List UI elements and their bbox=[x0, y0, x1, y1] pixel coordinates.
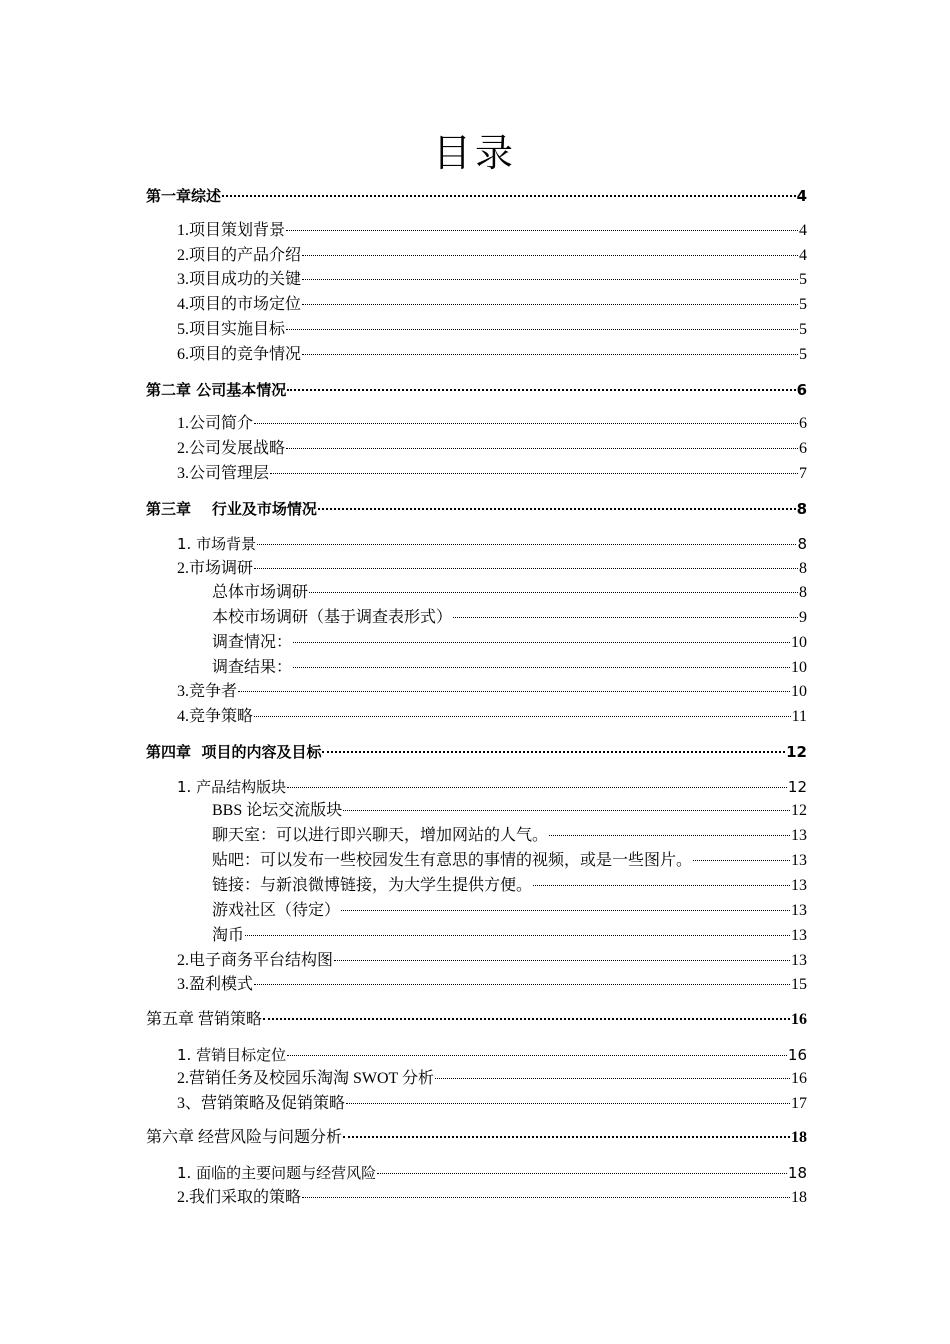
toc-subentry[interactable] bbox=[212, 631, 807, 655]
toc-entry[interactable] bbox=[177, 244, 807, 268]
toc-entry[interactable] bbox=[177, 557, 807, 581]
toc-page-number: 17 bbox=[791, 1095, 807, 1112]
toc-entry-text: 聊天室：可以进行即兴聊天，增加网站的人气。 bbox=[212, 827, 549, 844]
toc-entry-text: 链接：与新浪微博链接，为大学生提供方便。 bbox=[212, 877, 533, 894]
toc-entry[interactable] bbox=[177, 1186, 807, 1210]
dot-leader bbox=[453, 616, 798, 618]
toc-page-number: 4 bbox=[796, 187, 807, 205]
toc-page-number: 5 bbox=[799, 346, 807, 363]
toc-entry[interactable] bbox=[177, 462, 807, 486]
dot-leader bbox=[257, 543, 796, 545]
toc-page-number: 7 bbox=[799, 465, 807, 482]
toc-entry[interactable] bbox=[177, 318, 807, 342]
dot-leader bbox=[693, 859, 790, 861]
dot-leader bbox=[435, 1077, 790, 1079]
toc-entry-text: 3.公司管理层 bbox=[177, 465, 270, 482]
toc-page-number: 4 bbox=[799, 247, 807, 264]
dot-leader bbox=[549, 834, 790, 836]
toc-page-number: 5 bbox=[799, 321, 807, 338]
toc-subentry[interactable] bbox=[212, 924, 807, 948]
toc-entry-text: 4.项目的市场定位 bbox=[177, 296, 302, 313]
toc-entry[interactable] bbox=[177, 437, 807, 461]
toc-entry-text: 1.公司简介 bbox=[177, 415, 254, 432]
toc-entry-text: 2.公司发展战略 bbox=[177, 440, 286, 457]
dot-leader bbox=[286, 447, 798, 449]
dot-leader bbox=[293, 666, 790, 668]
dot-leader bbox=[309, 591, 798, 593]
toc-entry-text: 第四章 项目的内容及目标 bbox=[146, 743, 322, 761]
toc-page-number: 12 bbox=[791, 802, 807, 819]
toc-entry-text: 1. 产品结构版块 bbox=[177, 778, 287, 796]
toc-entry[interactable] bbox=[177, 268, 807, 292]
toc-page-number: 9 bbox=[799, 609, 807, 626]
toc-entry-text: BBS 论坛交流版块 bbox=[212, 802, 343, 819]
toc-chapter-2[interactable] bbox=[146, 378, 807, 402]
toc-chapter-6[interactable] bbox=[146, 1126, 807, 1150]
dot-leader bbox=[254, 567, 798, 569]
toc-entry[interactable] bbox=[177, 1067, 807, 1091]
toc-subentry[interactable] bbox=[212, 899, 807, 923]
toc-entry[interactable] bbox=[177, 343, 807, 367]
toc-page-number: 16 bbox=[791, 1070, 807, 1087]
toc-page-number: 11 bbox=[791, 708, 807, 725]
dot-leader bbox=[286, 229, 798, 231]
toc-entry-text: 第二章 公司基本情况 bbox=[146, 381, 287, 399]
toc-subentry[interactable] bbox=[212, 799, 807, 823]
toc-page-number: 8 bbox=[797, 535, 807, 553]
dot-leader bbox=[293, 641, 790, 643]
toc-page-number: 8 bbox=[796, 500, 807, 518]
toc-subentry[interactable] bbox=[212, 874, 807, 898]
toc-page-number: 4 bbox=[799, 222, 807, 239]
toc-entry-text: 3.盈利模式 bbox=[177, 976, 254, 993]
toc-page-number: 8 bbox=[799, 560, 807, 577]
toc-subentry[interactable] bbox=[212, 581, 807, 605]
toc-page-number: 10 bbox=[791, 634, 807, 651]
toc-page-number: 13 bbox=[791, 927, 807, 944]
toc-entry-text: 2.我们采取的策略 bbox=[177, 1189, 302, 1206]
toc-entry[interactable] bbox=[177, 1043, 807, 1067]
toc-entry-text: 第一章综述 bbox=[146, 187, 222, 205]
toc-entry[interactable] bbox=[177, 219, 807, 243]
toc-page-number: 15 bbox=[791, 976, 807, 993]
toc-page-number: 5 bbox=[799, 271, 807, 288]
dot-leader bbox=[322, 750, 785, 753]
toc-page-number: 12 bbox=[786, 743, 807, 761]
dot-leader bbox=[287, 1054, 787, 1056]
toc-page-number: 18 bbox=[791, 1129, 807, 1146]
toc-entry[interactable] bbox=[177, 775, 807, 799]
toc-entry-text: 本校市场调研（基于调查表形式） bbox=[212, 609, 453, 626]
toc-subentry[interactable] bbox=[212, 849, 807, 873]
toc-subentry[interactable] bbox=[212, 606, 807, 630]
toc-entry-text: 第六章 经营风险与问题分析 bbox=[146, 1129, 343, 1146]
toc-entry-text: 5.项目实施目标 bbox=[177, 321, 286, 338]
toc-page-number: 5 bbox=[799, 296, 807, 313]
toc-chapter-1[interactable] bbox=[146, 184, 807, 208]
dot-leader bbox=[254, 715, 791, 717]
dot-leader bbox=[318, 507, 796, 510]
toc-page-number: 6 bbox=[799, 415, 807, 432]
toc-page-number: 13 bbox=[791, 952, 807, 969]
toc-page-number: 18 bbox=[791, 1189, 807, 1206]
dot-leader bbox=[343, 1135, 790, 1138]
toc-entry-text: 1. 面临的主要问题与经营风险 bbox=[177, 1164, 377, 1182]
toc-entry-text: 1. 营销目标定位 bbox=[177, 1046, 287, 1064]
toc-entry-text: 第三章 行业及市场情况 bbox=[146, 500, 317, 518]
dot-leader bbox=[302, 254, 798, 256]
toc-page-number: 10 bbox=[791, 683, 807, 700]
toc-entry-text: 2.市场调研 bbox=[177, 560, 254, 577]
toc-entry[interactable] bbox=[177, 293, 807, 317]
toc-entry-text: 2.营销任务及校园乐淘淘 SWOT 分析 bbox=[177, 1070, 435, 1087]
dot-leader bbox=[343, 809, 790, 811]
dot-leader bbox=[334, 959, 790, 961]
dot-leader bbox=[286, 328, 798, 330]
dot-leader bbox=[238, 690, 790, 692]
dot-leader bbox=[287, 388, 795, 391]
toc-entry-text: 调查结果： bbox=[212, 659, 293, 676]
toc-entry-text: 贴吧：可以发布一些校园发生有意思的事情的视频，或是一些图片。 bbox=[212, 852, 693, 869]
dot-leader bbox=[341, 909, 790, 911]
toc-entry[interactable] bbox=[177, 412, 807, 436]
toc-entry-text: 2.电子商务平台结构图 bbox=[177, 952, 334, 969]
toc-entry-text: 总体市场调研 bbox=[212, 584, 309, 601]
toc-entry-text: 淘币 bbox=[212, 927, 245, 944]
toc-page-number: 13 bbox=[791, 902, 807, 919]
toc-entry-text: 3.竞争者 bbox=[177, 683, 238, 700]
dot-leader bbox=[302, 278, 798, 280]
toc-entry-text: 游戏社区（待定） bbox=[212, 902, 341, 919]
toc-entry-text: 2.项目的产品介绍 bbox=[177, 247, 302, 264]
dot-leader bbox=[287, 786, 787, 788]
dot-leader bbox=[302, 1196, 790, 1198]
dot-leader bbox=[302, 303, 798, 305]
toc-page-number: 10 bbox=[791, 659, 807, 676]
dot-leader bbox=[254, 422, 798, 424]
toc-page-number: 13 bbox=[791, 877, 807, 894]
toc-entry[interactable] bbox=[177, 973, 807, 997]
toc-page-number: 6 bbox=[799, 440, 807, 457]
toc-entry[interactable] bbox=[177, 949, 807, 973]
toc-page-number: 12 bbox=[787, 778, 807, 796]
toc-chapter-4[interactable] bbox=[146, 740, 807, 764]
toc-page-number: 18 bbox=[787, 1164, 807, 1182]
toc-entry-text: 3、营销策略及促销策略 bbox=[177, 1095, 346, 1112]
dot-leader bbox=[222, 194, 796, 197]
toc-entry-text: 3.项目成功的关键 bbox=[177, 271, 302, 288]
toc-page-number: 13 bbox=[791, 852, 807, 869]
toc-page-number: 16 bbox=[791, 1011, 807, 1028]
toc-chapter-3[interactable] bbox=[146, 497, 807, 521]
toc-title: 目录 bbox=[432, 131, 517, 175]
dot-leader bbox=[263, 1017, 790, 1020]
toc-page-number: 6 bbox=[796, 381, 807, 399]
dot-leader bbox=[245, 934, 790, 936]
toc-entry[interactable] bbox=[177, 1092, 807, 1116]
toc-entry[interactable] bbox=[177, 1161, 807, 1185]
toc-entry[interactable] bbox=[177, 680, 807, 704]
toc-entry-text: 6.项目的竞争情况 bbox=[177, 346, 302, 363]
dot-leader bbox=[533, 884, 790, 886]
dot-leader bbox=[302, 353, 798, 355]
dot-leader bbox=[254, 983, 790, 985]
toc-page-number: 13 bbox=[791, 827, 807, 844]
dot-leader bbox=[346, 1102, 790, 1104]
toc-chapter-5[interactable] bbox=[146, 1008, 807, 1032]
toc-subentry[interactable] bbox=[212, 824, 807, 848]
toc-entry-text: 1.项目策划背景 bbox=[177, 222, 286, 239]
toc-entry-text: 4.竞争策略 bbox=[177, 708, 254, 725]
toc-subentry[interactable] bbox=[212, 656, 807, 680]
toc-entry-text: 1. 市场背景 bbox=[177, 535, 257, 553]
toc-entry[interactable] bbox=[177, 532, 807, 556]
toc-page-number: 8 bbox=[799, 584, 807, 601]
dot-leader bbox=[377, 1172, 787, 1174]
dot-leader bbox=[270, 472, 798, 474]
toc-entry-text: 调查情况： bbox=[212, 634, 293, 651]
toc-entry-text: 第五章 营销策略 bbox=[146, 1011, 263, 1028]
toc-entry[interactable] bbox=[177, 705, 807, 729]
toc-page-number: 16 bbox=[787, 1046, 807, 1064]
